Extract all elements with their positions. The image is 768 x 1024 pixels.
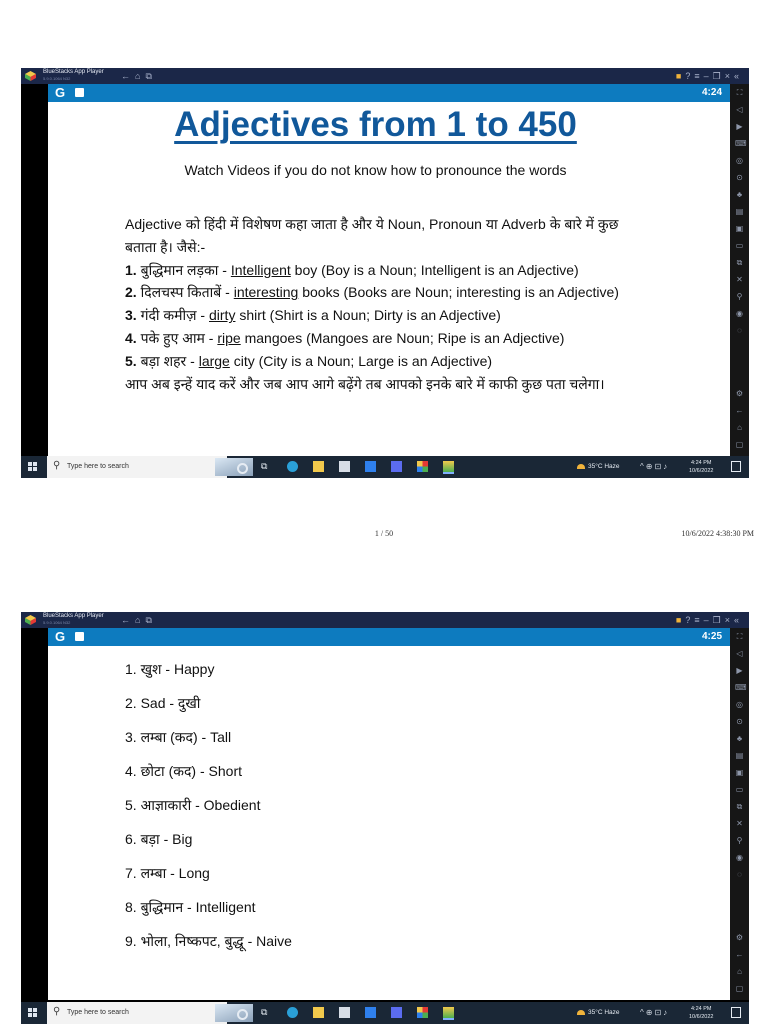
- app-version: 5.9.0.1064 N32: [43, 620, 71, 625]
- gift-icon[interactable]: ■: [675, 615, 686, 625]
- example-line: [125, 350, 645, 373]
- list-item: 9. भोला, निष्कपट, बुद्धू - Naive: [125, 933, 292, 949]
- macro-icon[interactable]: ✕: [736, 819, 743, 828]
- page-number: 1 / 50: [374, 529, 394, 538]
- volume-icon[interactable]: ◁: [736, 649, 743, 658]
- android-screen[interactable]: [48, 84, 730, 456]
- nav-buttons[interactable]: [121, 70, 157, 82]
- fullscreen-icon[interactable]: ⛶: [736, 88, 743, 97]
- slide-title: Adjectives from 1 to 450: [174, 105, 577, 144]
- video-icon[interactable]: ▶: [736, 666, 743, 675]
- example-number: 5.: [125, 352, 137, 369]
- app-icon[interactable]: [391, 1007, 402, 1018]
- bluestacks-logo-icon: [25, 615, 36, 625]
- weather-widget[interactable]: [577, 1008, 620, 1018]
- example-word: interesting: [233, 284, 299, 301]
- intro-text: Adjective को हिंदी में विशेषण कहा जाता है और ये Noun, Pronoun या Adverb के बारे में कुछ बताता है। जैसे:-: [125, 216, 619, 255]
- weather-icon: [577, 464, 585, 469]
- folder-icon[interactable]: ▭: [735, 785, 744, 794]
- folder-icon[interactable]: ▭: [735, 241, 744, 250]
- windows-taskbar: [21, 1002, 749, 1024]
- help-icon[interactable]: ?: [685, 71, 695, 81]
- example-explanation: city (City is a Noun; Large is an Adjective): [229, 352, 493, 369]
- keyboard-icon[interactable]: ⌨: [735, 139, 747, 148]
- shake-icon[interactable]: ♣: [736, 734, 743, 743]
- list-item: 6. बड़ा - Big: [125, 831, 193, 847]
- back-icon[interactable]: ←: [121, 71, 135, 81]
- mail-icon[interactable]: [365, 461, 376, 472]
- bluestacks-logo-icon: [25, 71, 36, 81]
- clock-time: 4:24 PM: [690, 1006, 712, 1012]
- android-back-icon[interactable]: ←: [735, 950, 744, 959]
- example-number: 3.: [125, 307, 137, 324]
- collapse-sidebar-icon[interactable]: «: [733, 71, 743, 81]
- app-version: 5.9.0.1064 N32: [43, 76, 71, 81]
- sync-icon[interactable]: ◌: [737, 870, 742, 879]
- help-icon[interactable]: ?: [685, 615, 695, 625]
- example-hindi: बुद्धिमान लड़का -: [140, 261, 231, 278]
- example-number: 4.: [125, 329, 137, 346]
- clock-date: 10/6/2022: [689, 1014, 714, 1020]
- video-icon[interactable]: ▶: [736, 122, 743, 131]
- window-titlebar: [21, 68, 749, 84]
- edge-icon[interactable]: [287, 461, 298, 472]
- rotate-icon[interactable]: ⊙: [736, 717, 743, 726]
- fullscreen-icon[interactable]: ⛶: [736, 632, 743, 641]
- apk-icon[interactable]: ▤: [735, 207, 744, 216]
- settings-icon[interactable]: ⚙: [735, 933, 744, 942]
- list-item: 4. छोटा (कद) - Short: [125, 763, 242, 779]
- bluestacks-taskbar-icon[interactable]: [443, 1007, 454, 1020]
- list-item: 5. आज्ञाकारी - Obedient: [125, 797, 261, 813]
- task-view-icon[interactable]: ⧉: [261, 461, 268, 471]
- restore-icon[interactable]: ❐: [712, 615, 725, 625]
- task-view-icon[interactable]: ⧉: [261, 1007, 268, 1017]
- edge-icon[interactable]: [287, 1007, 298, 1018]
- bluestacks-taskbar-icon[interactable]: [443, 461, 454, 474]
- print-datetime: 10/6/2022 4:38:30 PM: [681, 529, 754, 538]
- screenshot-icon[interactable]: ▣: [735, 768, 744, 777]
- multi-instance-icon[interactable]: ⧉: [736, 258, 743, 267]
- macro-icon[interactable]: ✕: [736, 275, 743, 284]
- window-titlebar: [21, 612, 749, 628]
- tabs-icon[interactable]: ⧉: [145, 71, 157, 81]
- gift-icon[interactable]: ■: [675, 71, 686, 81]
- android-recents-icon[interactable]: ▢: [735, 984, 744, 993]
- bluestacks-sidebar[interactable]: [730, 84, 749, 456]
- search-icon: ⚲: [53, 1006, 61, 1017]
- google-icon: G: [55, 629, 66, 644]
- window-controls[interactable]: [676, 70, 743, 82]
- taskbar-clock[interactable]: [689, 1005, 713, 1021]
- location-icon[interactable]: ⚲: [736, 292, 743, 301]
- list-item: 3. लम्बा (कद) - Tall: [125, 729, 232, 745]
- nav-buttons[interactable]: [121, 614, 157, 626]
- store-icon[interactable]: [339, 1007, 350, 1018]
- search-icon: ⚲: [53, 460, 61, 471]
- app-name: BlueStacks App Player: [43, 613, 104, 619]
- multi-instance-icon[interactable]: ⧉: [736, 802, 743, 811]
- search-placeholder: Type here to search: [67, 463, 129, 470]
- system-tray[interactable]: ^⊕⊡♪: [640, 462, 670, 471]
- minimize-icon[interactable]: –: [703, 71, 713, 81]
- volume-icon[interactable]: ◁: [736, 105, 743, 114]
- mail-icon[interactable]: [365, 1007, 376, 1018]
- list-item: 2. Sad - दुखी: [125, 695, 201, 711]
- minimize-icon[interactable]: –: [703, 615, 713, 625]
- example-line: [125, 327, 645, 350]
- list-item: 1. खुश - Happy: [125, 661, 215, 677]
- sync-icon[interactable]: ◌: [737, 326, 742, 335]
- taskbar-clock[interactable]: [689, 459, 713, 475]
- taskbar-search[interactable]: [47, 1002, 227, 1024]
- status-time: 4:25: [701, 631, 722, 642]
- clock-time: 4:24 PM: [690, 460, 712, 466]
- weather-text: 35°C Haze: [588, 1009, 620, 1016]
- eco-mode-icon[interactable]: ◉: [736, 853, 743, 862]
- notification-center-icon[interactable]: [731, 1007, 741, 1018]
- example-line: [125, 304, 645, 327]
- bluestacks-window-1: [21, 68, 749, 478]
- notification-icon: [75, 88, 84, 97]
- example-hindi: पके हुए आम -: [140, 329, 218, 346]
- example-line: [125, 259, 645, 282]
- menu-icon[interactable]: ≡: [694, 71, 704, 81]
- back-icon[interactable]: ←: [121, 615, 135, 625]
- cortana-icon[interactable]: [237, 463, 248, 474]
- example-hindi: बड़ा शहर -: [140, 352, 199, 369]
- notification-center-icon[interactable]: [731, 461, 741, 472]
- android-home-icon[interactable]: ⌂: [737, 423, 742, 432]
- taskbar-search[interactable]: [47, 456, 227, 478]
- google-icon: G: [55, 85, 66, 100]
- example-word: dirty: [209, 307, 236, 324]
- file-explorer-icon[interactable]: [313, 461, 324, 472]
- rotate-icon[interactable]: ⊙: [736, 173, 743, 182]
- eco-mode-icon[interactable]: ◉: [736, 309, 743, 318]
- home-icon[interactable]: ⌂: [135, 71, 146, 81]
- slide-note: Watch Videos if you do not know how to pronounce the words: [184, 162, 567, 178]
- home-icon[interactable]: ⌂: [135, 615, 146, 625]
- restore-icon[interactable]: ❐: [712, 71, 725, 81]
- slide-body: [125, 213, 645, 395]
- android-statusbar: [48, 628, 730, 646]
- android-back-icon[interactable]: ←: [735, 406, 744, 415]
- bluestacks-sidebar[interactable]: [730, 628, 749, 1000]
- collapse-sidebar-icon[interactable]: «: [733, 615, 743, 625]
- android-recents-icon[interactable]: ▢: [735, 440, 744, 449]
- example-explanation: books (Books are Noun; interesting is an Adjective): [298, 284, 619, 301]
- list-item: 8. बुद्धिमान - Intelligent: [125, 899, 256, 915]
- windows-taskbar: [21, 456, 749, 478]
- search-placeholder: Type here to search: [67, 1009, 129, 1016]
- weather-text: 35°C Haze: [588, 463, 620, 470]
- android-statusbar: [48, 84, 730, 102]
- example-word: ripe: [217, 329, 241, 346]
- settings-icon[interactable]: ⚙: [735, 389, 744, 398]
- screenshot-icon[interactable]: ▣: [735, 224, 744, 233]
- android-home-icon[interactable]: ⌂: [737, 967, 742, 976]
- example-explanation: mangoes (Mangoes are Noun; Ripe is an Adjective): [240, 329, 565, 346]
- example-word: large: [198, 352, 230, 369]
- close-icon[interactable]: ×: [724, 615, 734, 625]
- gamepad-icon[interactable]: ◎: [736, 156, 743, 165]
- location-icon[interactable]: ⚲: [736, 836, 743, 845]
- windows-start-icon[interactable]: [28, 462, 38, 472]
- shake-icon[interactable]: ♣: [736, 190, 743, 199]
- store-icon[interactable]: [339, 461, 350, 472]
- example-line: [125, 281, 645, 304]
- gamepad-icon[interactable]: ◎: [736, 700, 743, 709]
- apk-icon[interactable]: ▤: [735, 751, 744, 760]
- clock-date: 10/6/2022: [689, 468, 714, 474]
- app-icon[interactable]: [391, 461, 402, 472]
- window-controls[interactable]: [676, 614, 743, 626]
- example-explanation: shirt (Shirt is a Noun; Dirty is an Adjective): [235, 307, 501, 324]
- windows-start-icon[interactable]: [28, 1008, 38, 1018]
- example-hindi: गंदी कमीज़ -: [140, 307, 209, 324]
- cortana-icon[interactable]: [237, 1009, 248, 1020]
- status-time: 4:24: [701, 87, 722, 98]
- weather-widget[interactable]: [577, 462, 620, 472]
- example-number: 2.: [125, 284, 137, 301]
- example-word: Intelligent: [230, 261, 291, 278]
- keyboard-icon[interactable]: ⌨: [735, 683, 747, 692]
- close-icon[interactable]: ×: [724, 71, 734, 81]
- example-explanation: boy (Boy is a Noun; Intelligent is an Adjective): [290, 261, 579, 278]
- tabs-icon[interactable]: ⧉: [145, 615, 157, 625]
- system-tray[interactable]: ^⊕⊡♪: [640, 1008, 670, 1017]
- list-item: 7. लम्बा - Long: [125, 865, 210, 881]
- notification-icon: [75, 632, 84, 641]
- file-explorer-icon[interactable]: [313, 1007, 324, 1018]
- example-hindi: दिलचस्प किताबें -: [140, 284, 234, 301]
- app-icon[interactable]: [417, 461, 428, 472]
- menu-icon[interactable]: ≡: [694, 615, 704, 625]
- bluestacks-window-2: [21, 612, 749, 1024]
- android-screen[interactable]: [48, 628, 730, 1000]
- app-icon[interactable]: [417, 1007, 428, 1018]
- example-number: 1.: [125, 261, 137, 278]
- outro-text: आप अब इन्हें याद करें और जब आप आगे बढ़ेंगे तब आपको इनके बारे में काफी कुछ पता चलेगा।: [125, 375, 605, 392]
- app-name: BlueStacks App Player: [43, 69, 104, 75]
- weather-icon: [577, 1010, 585, 1015]
